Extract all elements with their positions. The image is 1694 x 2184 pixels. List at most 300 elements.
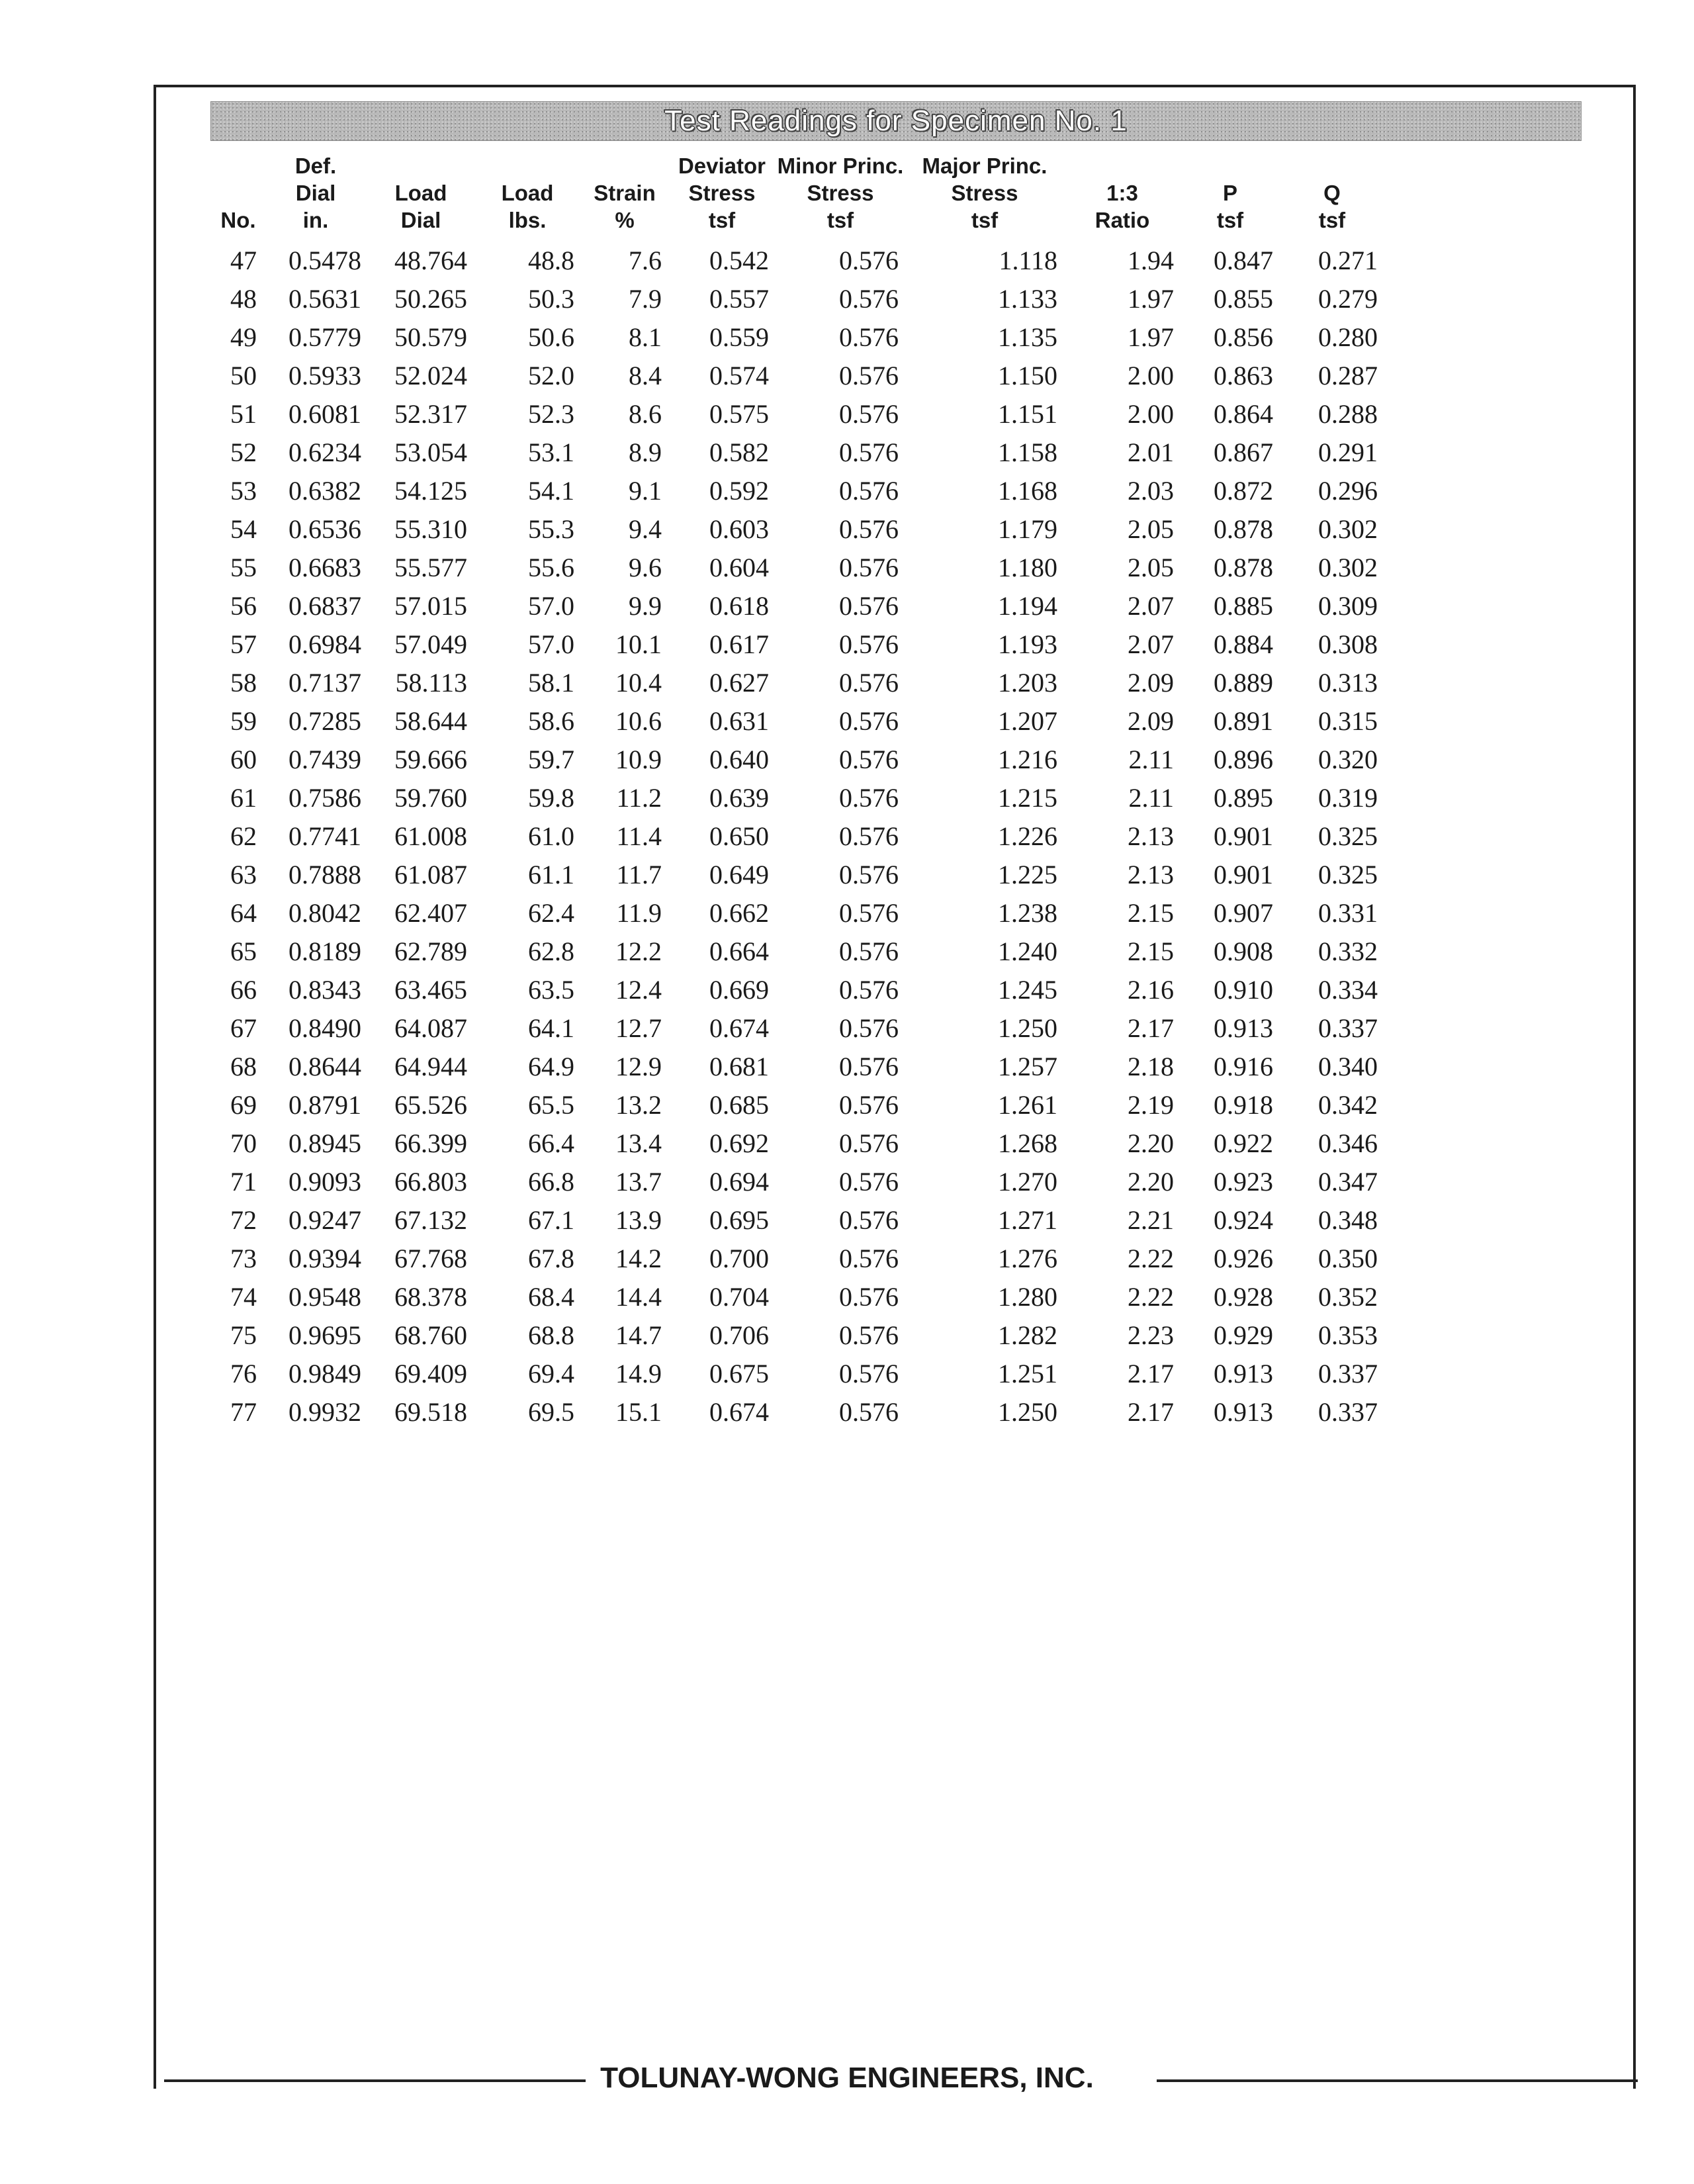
cell-no: 54 (230, 514, 257, 544)
cell-def-dial: 0.9695 (289, 1320, 361, 1350)
cell-load-lbs: 58.1 (528, 668, 574, 698)
cell-p: 0.895 (1214, 783, 1273, 813)
cell-no: 69 (230, 1090, 257, 1120)
cell-q: 0.287 (1318, 361, 1378, 390)
cell-load-dial: 50.265 (394, 284, 467, 314)
cell-ratio: 2.11 (1128, 783, 1174, 813)
header-row (213, 152, 1384, 242)
cell-q: 0.325 (1318, 821, 1378, 851)
cell-no: 57 (230, 629, 257, 659)
cell-major-princ-stress: 1.158 (998, 437, 1057, 467)
cell-q: 0.332 (1318, 936, 1378, 966)
cell-q: 0.308 (1318, 629, 1378, 659)
cell-def-dial: 0.7137 (289, 668, 361, 698)
cell-q: 0.288 (1318, 399, 1378, 429)
cell-q: 0.334 (1318, 975, 1378, 1005)
cell-ratio: 2.07 (1128, 591, 1174, 621)
table-row (213, 1316, 1384, 1355)
cell-strain: 13.2 (615, 1090, 662, 1120)
table-row (213, 933, 1384, 971)
cell-load-dial: 68.378 (394, 1282, 467, 1312)
cell-q: 0.302 (1318, 514, 1378, 544)
cell-def-dial: 0.9932 (289, 1397, 361, 1427)
cell-load-dial: 64.944 (394, 1052, 467, 1081)
cell-minor-princ-stress: 0.576 (839, 1128, 899, 1158)
header-p: P tsf (1216, 181, 1244, 232)
cell-ratio: 2.21 (1128, 1205, 1174, 1235)
cell-deviator-stress: 0.700 (709, 1244, 769, 1273)
cell-major-princ-stress: 1.271 (998, 1205, 1057, 1235)
cell-load-dial: 65.526 (394, 1090, 467, 1120)
cell-strain: 11.9 (616, 898, 662, 928)
cell-strain: 11.4 (616, 821, 662, 851)
cell-load-dial: 67.768 (394, 1244, 467, 1273)
cell-no: 65 (230, 936, 257, 966)
cell-q: 0.347 (1318, 1167, 1378, 1197)
table-row (213, 779, 1384, 817)
cell-load-lbs: 55.3 (528, 514, 574, 544)
cell-deviator-stress: 0.582 (709, 437, 769, 467)
cell-strain: 7.9 (629, 284, 662, 314)
cell-strain: 13.7 (615, 1167, 662, 1197)
table-row (213, 472, 1384, 510)
cell-major-princ-stress: 1.203 (998, 668, 1057, 698)
cell-strain: 12.7 (615, 1013, 662, 1043)
cell-ratio: 2.13 (1128, 860, 1174, 889)
cell-load-lbs: 66.4 (528, 1128, 574, 1158)
cell-deviator-stress: 0.685 (709, 1090, 769, 1120)
cell-def-dial: 0.7586 (289, 783, 361, 813)
cell-minor-princ-stress: 0.576 (839, 898, 899, 928)
cell-major-princ-stress: 1.250 (998, 1397, 1057, 1427)
cell-def-dial: 0.9849 (289, 1359, 361, 1388)
cell-def-dial: 0.6382 (289, 476, 361, 506)
table-row (213, 395, 1384, 433)
cell-load-dial: 53.054 (394, 437, 467, 467)
cell-minor-princ-stress: 0.576 (839, 476, 899, 506)
table-row (213, 1201, 1384, 1240)
cell-load-dial: 54.125 (394, 476, 467, 506)
cell-ratio: 2.15 (1128, 936, 1174, 966)
cell-p: 0.885 (1214, 591, 1273, 621)
cell-minor-princ-stress: 0.576 (839, 322, 899, 352)
cell-ratio: 2.00 (1128, 399, 1174, 429)
cell-deviator-stress: 0.674 (709, 1397, 769, 1427)
cell-deviator-stress: 0.618 (709, 591, 769, 621)
cell-ratio: 2.20 (1128, 1167, 1174, 1197)
cell-load-dial: 58.644 (394, 706, 467, 736)
cell-def-dial: 0.6984 (289, 629, 361, 659)
cell-load-dial: 59.760 (394, 783, 467, 813)
cell-major-princ-stress: 1.225 (998, 860, 1057, 889)
cell-load-lbs: 62.8 (528, 936, 574, 966)
cell-load-lbs: 62.4 (528, 898, 574, 928)
cell-ratio: 2.16 (1128, 975, 1174, 1005)
cell-minor-princ-stress: 0.576 (839, 1205, 899, 1235)
cell-load-lbs: 67.1 (528, 1205, 574, 1235)
header-minor-princ-stress: Minor Princ. Stress tsf (777, 154, 904, 232)
cell-q: 0.346 (1318, 1128, 1378, 1158)
cell-major-princ-stress: 1.179 (998, 514, 1057, 544)
cell-q: 0.353 (1318, 1320, 1378, 1350)
cell-def-dial: 0.9548 (289, 1282, 361, 1312)
cell-load-lbs: 57.0 (528, 591, 574, 621)
cell-def-dial: 0.9247 (289, 1205, 361, 1235)
cell-def-dial: 0.6683 (289, 553, 361, 582)
cell-q: 0.302 (1318, 553, 1378, 582)
cell-p: 0.910 (1214, 975, 1273, 1005)
table-row (213, 280, 1384, 318)
cell-load-dial: 62.789 (394, 936, 467, 966)
cell-q: 0.352 (1318, 1282, 1378, 1312)
cell-minor-princ-stress: 0.576 (839, 1167, 899, 1197)
cell-major-princ-stress: 1.180 (998, 553, 1057, 582)
cell-no: 55 (230, 553, 257, 582)
cell-no: 56 (230, 591, 257, 621)
cell-load-lbs: 52.3 (528, 399, 574, 429)
cell-ratio: 1.97 (1128, 284, 1174, 314)
cell-deviator-stress: 0.694 (709, 1167, 769, 1197)
cell-q: 0.340 (1318, 1052, 1378, 1081)
cell-load-lbs: 61.1 (528, 860, 574, 889)
cell-minor-princ-stress: 0.576 (839, 1320, 899, 1350)
cell-deviator-stress: 0.617 (709, 629, 769, 659)
cell-major-princ-stress: 1.135 (998, 322, 1057, 352)
cell-def-dial: 0.5933 (289, 361, 361, 390)
cell-no: 61 (230, 783, 257, 813)
cell-load-dial: 52.024 (394, 361, 467, 390)
cell-load-dial: 64.087 (394, 1013, 467, 1043)
table-row (213, 1086, 1384, 1124)
table-row (213, 894, 1384, 933)
cell-load-lbs: 66.8 (528, 1167, 574, 1197)
cell-deviator-stress: 0.574 (709, 361, 769, 390)
cell-p: 0.901 (1214, 821, 1273, 851)
cell-major-princ-stress: 1.193 (998, 629, 1057, 659)
cell-ratio: 2.07 (1128, 629, 1174, 659)
cell-major-princ-stress: 1.207 (998, 706, 1057, 736)
cell-no: 77 (230, 1397, 257, 1427)
cell-no: 49 (230, 322, 257, 352)
header-strain: Strain % (594, 181, 656, 232)
table-row (213, 741, 1384, 779)
cell-p: 0.913 (1214, 1359, 1273, 1388)
cell-load-dial: 55.310 (394, 514, 467, 544)
cell-load-lbs: 68.4 (528, 1282, 574, 1312)
cell-minor-princ-stress: 0.576 (839, 246, 899, 275)
cell-p: 0.924 (1214, 1205, 1273, 1235)
cell-deviator-stress: 0.695 (709, 1205, 769, 1235)
cell-p: 0.929 (1214, 1320, 1273, 1350)
cell-no: 48 (230, 284, 257, 314)
cell-no: 52 (230, 437, 257, 467)
cell-def-dial: 0.8791 (289, 1090, 361, 1120)
cell-major-princ-stress: 1.238 (998, 898, 1057, 928)
cell-p: 0.901 (1214, 860, 1273, 889)
cell-ratio: 2.17 (1128, 1359, 1174, 1388)
cell-p: 0.872 (1214, 476, 1273, 506)
cell-def-dial: 0.5631 (289, 284, 361, 314)
cell-strain: 11.2 (616, 783, 662, 813)
cell-minor-princ-stress: 0.576 (839, 514, 899, 544)
cell-minor-princ-stress: 0.576 (839, 591, 899, 621)
cell-minor-princ-stress: 0.576 (839, 668, 899, 698)
cell-q: 0.319 (1318, 783, 1378, 813)
cell-def-dial: 0.9093 (289, 1167, 361, 1197)
cell-strain: 8.4 (629, 361, 662, 390)
cell-strain: 10.6 (615, 706, 662, 736)
cell-load-lbs: 57.0 (528, 629, 574, 659)
cell-load-lbs: 63.5 (528, 975, 574, 1005)
table-row (213, 1393, 1384, 1432)
cell-load-dial: 55.577 (394, 553, 467, 582)
cell-major-princ-stress: 1.245 (998, 975, 1057, 1005)
cell-ratio: 1.94 (1128, 246, 1174, 275)
cell-def-dial: 0.7741 (289, 821, 361, 851)
cell-def-dial: 0.8644 (289, 1052, 361, 1081)
cell-ratio: 1.97 (1128, 322, 1174, 352)
cell-deviator-stress: 0.706 (709, 1320, 769, 1350)
cell-major-princ-stress: 1.270 (998, 1167, 1057, 1197)
cell-minor-princ-stress: 0.576 (839, 399, 899, 429)
table-row (213, 549, 1384, 587)
cell-no: 67 (230, 1013, 257, 1043)
cell-strain: 13.9 (615, 1205, 662, 1235)
cell-major-princ-stress: 1.215 (998, 783, 1057, 813)
header-ratio: 1:3 Ratio (1094, 181, 1150, 232)
cell-ratio: 2.18 (1128, 1052, 1174, 1081)
cell-load-dial: 63.465 (394, 975, 467, 1005)
cell-deviator-stress: 0.649 (709, 860, 769, 889)
cell-strain: 14.7 (615, 1320, 662, 1350)
cell-q: 0.279 (1318, 284, 1378, 314)
cell-p: 0.878 (1214, 553, 1273, 582)
cell-minor-princ-stress: 0.576 (839, 1282, 899, 1312)
cell-ratio: 2.17 (1128, 1397, 1174, 1427)
cell-q: 0.331 (1318, 898, 1378, 928)
table-row (213, 856, 1384, 894)
cell-minor-princ-stress: 0.576 (839, 1359, 899, 1388)
cell-p: 0.863 (1214, 361, 1273, 390)
cell-no: 58 (230, 668, 257, 698)
cell-deviator-stress: 0.681 (709, 1052, 769, 1081)
cell-no: 64 (230, 898, 257, 928)
cell-minor-princ-stress: 0.576 (839, 936, 899, 966)
cell-major-princ-stress: 1.282 (998, 1320, 1057, 1350)
cell-load-dial: 52.317 (394, 399, 467, 429)
cell-load-lbs: 50.3 (528, 284, 574, 314)
cell-minor-princ-stress: 0.576 (839, 1052, 899, 1081)
cell-no: 62 (230, 821, 257, 851)
cell-def-dial: 0.8189 (289, 936, 361, 966)
cell-load-lbs: 69.4 (528, 1359, 574, 1388)
cell-strain: 7.6 (629, 246, 662, 275)
cell-major-princ-stress: 1.276 (998, 1244, 1057, 1273)
cell-load-dial: 69.518 (394, 1397, 467, 1427)
header-q: Q tsf (1318, 181, 1346, 232)
cell-load-lbs: 48.8 (528, 246, 574, 275)
table-row (213, 510, 1384, 549)
cell-load-lbs: 52.0 (528, 361, 574, 390)
cell-load-lbs: 55.6 (528, 553, 574, 582)
cell-def-dial: 0.6081 (289, 399, 361, 429)
cell-no: 74 (230, 1282, 257, 1312)
table-row (213, 702, 1384, 741)
cell-q: 0.320 (1318, 745, 1378, 774)
cell-strain: 9.4 (629, 514, 662, 544)
test-readings-table (213, 152, 1384, 1432)
cell-load-lbs: 59.7 (528, 745, 574, 774)
cell-q: 0.325 (1318, 860, 1378, 889)
cell-q: 0.271 (1318, 246, 1378, 275)
cell-load-dial: 68.760 (394, 1320, 467, 1350)
cell-q: 0.342 (1318, 1090, 1378, 1120)
cell-deviator-stress: 0.631 (709, 706, 769, 736)
cell-minor-princ-stress: 0.576 (839, 860, 899, 889)
cell-ratio: 2.03 (1128, 476, 1174, 506)
cell-load-dial: 66.803 (394, 1167, 467, 1197)
cell-minor-princ-stress: 0.576 (839, 284, 899, 314)
cell-q: 0.337 (1318, 1013, 1378, 1043)
cell-p: 0.867 (1214, 437, 1273, 467)
cell-p: 0.928 (1214, 1282, 1273, 1312)
cell-load-lbs: 61.0 (528, 821, 574, 851)
cell-ratio: 2.01 (1128, 437, 1174, 467)
cell-no: 51 (230, 399, 257, 429)
table-row (213, 1240, 1384, 1278)
cell-no: 60 (230, 745, 257, 774)
cell-q: 0.309 (1318, 591, 1378, 621)
cell-no: 75 (230, 1320, 257, 1350)
cell-load-dial: 57.015 (394, 591, 467, 621)
cell-def-dial: 0.8945 (289, 1128, 361, 1158)
cell-strain: 9.6 (629, 553, 662, 582)
cell-strain: 12.4 (615, 975, 662, 1005)
cell-p: 0.913 (1214, 1397, 1273, 1427)
cell-p: 0.918 (1214, 1090, 1273, 1120)
cell-p: 0.922 (1214, 1128, 1273, 1158)
cell-minor-princ-stress: 0.576 (839, 437, 899, 467)
cell-no: 59 (230, 706, 257, 736)
cell-load-dial: 58.113 (395, 668, 467, 698)
cell-p: 0.923 (1214, 1167, 1273, 1197)
cell-strain: 12.2 (615, 936, 662, 966)
table-row (213, 1009, 1384, 1048)
cell-major-princ-stress: 1.251 (998, 1359, 1057, 1388)
cell-def-dial: 0.5478 (289, 246, 361, 275)
cell-p: 0.896 (1214, 745, 1273, 774)
cell-no: 50 (230, 361, 257, 390)
cell-ratio: 2.09 (1128, 706, 1174, 736)
cell-ratio: 2.15 (1128, 898, 1174, 928)
table-title: Test Readings for Specimen No. 1 (664, 105, 1128, 137)
cell-strain: 10.9 (615, 745, 662, 774)
cell-ratio: 2.11 (1128, 745, 1174, 774)
cell-load-lbs: 67.8 (528, 1244, 574, 1273)
cell-major-princ-stress: 1.151 (998, 399, 1057, 429)
table-row (213, 1355, 1384, 1393)
cell-no: 72 (230, 1205, 257, 1235)
cell-def-dial: 0.5779 (289, 322, 361, 352)
cell-q: 0.296 (1318, 476, 1378, 506)
cell-major-princ-stress: 1.216 (998, 745, 1057, 774)
cell-def-dial: 0.8490 (289, 1013, 361, 1043)
cell-minor-princ-stress: 0.576 (839, 629, 899, 659)
cell-strain: 8.1 (629, 322, 662, 352)
cell-p: 0.908 (1214, 936, 1273, 966)
cell-deviator-stress: 0.662 (709, 898, 769, 928)
cell-deviator-stress: 0.559 (709, 322, 769, 352)
cell-deviator-stress: 0.639 (709, 783, 769, 813)
cell-ratio: 2.05 (1128, 514, 1174, 544)
header-def-dial: Def. Dial in. (294, 154, 337, 232)
cell-deviator-stress: 0.674 (709, 1013, 769, 1043)
table-row (213, 433, 1384, 472)
cell-ratio: 2.17 (1128, 1013, 1174, 1043)
cell-no: 47 (230, 246, 257, 275)
cell-deviator-stress: 0.650 (709, 821, 769, 851)
cell-strain: 10.1 (615, 629, 662, 659)
cell-load-dial: 61.087 (394, 860, 467, 889)
cell-p: 0.855 (1214, 284, 1273, 314)
table-row (213, 817, 1384, 856)
cell-minor-princ-stress: 0.576 (839, 783, 899, 813)
cell-minor-princ-stress: 0.576 (839, 706, 899, 736)
cell-ratio: 2.20 (1128, 1128, 1174, 1158)
cell-strain: 10.4 (615, 668, 662, 698)
cell-strain: 11.7 (616, 860, 662, 889)
cell-major-princ-stress: 1.268 (998, 1128, 1057, 1158)
cell-def-dial: 0.7285 (289, 706, 361, 736)
cell-load-dial: 67.132 (394, 1205, 467, 1235)
cell-ratio: 2.22 (1128, 1244, 1174, 1273)
cell-q: 0.291 (1318, 437, 1378, 467)
table-row (213, 1124, 1384, 1163)
cell-deviator-stress: 0.627 (709, 668, 769, 698)
cell-minor-princ-stress: 0.576 (839, 1013, 899, 1043)
cell-minor-princ-stress: 0.576 (839, 1090, 899, 1120)
cell-no: 53 (230, 476, 257, 506)
cell-deviator-stress: 0.603 (709, 514, 769, 544)
cell-deviator-stress: 0.592 (709, 476, 769, 506)
table-row (213, 971, 1384, 1009)
cell-q: 0.313 (1318, 668, 1378, 698)
cell-deviator-stress: 0.675 (709, 1359, 769, 1388)
cell-minor-princ-stress: 0.576 (839, 975, 899, 1005)
cell-major-princ-stress: 1.240 (998, 936, 1057, 966)
cell-ratio: 2.00 (1128, 361, 1174, 390)
cell-p: 0.856 (1214, 322, 1273, 352)
cell-load-lbs: 53.1 (528, 437, 574, 467)
cell-deviator-stress: 0.640 (709, 745, 769, 774)
table-row (213, 1163, 1384, 1201)
readings-body (213, 242, 1384, 1432)
cell-def-dial: 0.7888 (289, 860, 361, 889)
table-row (213, 357, 1384, 395)
table-row (213, 318, 1384, 357)
cell-no: 70 (230, 1128, 257, 1158)
table-row (213, 625, 1384, 664)
cell-q: 0.280 (1318, 322, 1378, 352)
cell-major-princ-stress: 1.118 (999, 246, 1057, 275)
table-row (213, 1048, 1384, 1086)
cell-def-dial: 0.6234 (289, 437, 361, 467)
cell-p: 0.916 (1214, 1052, 1273, 1081)
cell-p: 0.864 (1214, 399, 1273, 429)
cell-q: 0.315 (1318, 706, 1378, 736)
cell-deviator-stress: 0.692 (709, 1128, 769, 1158)
cell-ratio: 2.22 (1128, 1282, 1174, 1312)
